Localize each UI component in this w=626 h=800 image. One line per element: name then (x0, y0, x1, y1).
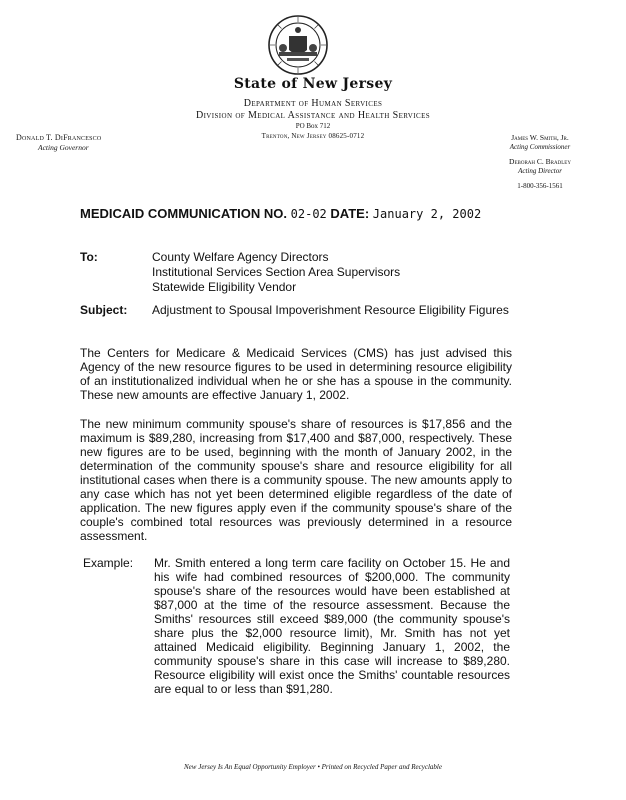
recipient-line: County Welfare Agency Directors (152, 250, 329, 264)
communication-number: 02-02 (290, 207, 327, 221)
governor-name: Donald T. DiFrancesco (16, 133, 102, 142)
department-name: Department of Human Services (243, 98, 383, 109)
to-recipients (152, 250, 400, 295)
example-text: Mr. Smith entered a long term care facility on October 15. He and his wife had combined resources of $200,000. The community spouse's share of the resources would have been established at $87,000 at the time of the resource assessment. Because the Smiths' resources still exceed $89,000 (the community spouse's share plus the $2,000 resource limit), Mr. Smith has not yet attained Medicaid eligibility. Beginning January 1, 2002, the community spouse's share in this case will increase to $89,280. Resource eligibility will exist once the Smiths' countable resources are equal to or less than $91,280. (154, 556, 510, 696)
recipient-line: Institutional Services Section Area Supervisors (152, 265, 401, 279)
footer-text: New Jersey Is An Equal Opportunity Employer • Printed on Recycled Paper and Recyclable (184, 763, 442, 771)
date-label: DATE: (330, 206, 370, 221)
division-name: Division of Medical Assistance and Health Services (195, 110, 431, 121)
date-value: January 2, 2002 (372, 207, 482, 221)
recipient-line: Statewide Eligibility Vendor (152, 280, 297, 294)
phone-number: 1-800-356-1561 (517, 182, 563, 190)
subject-text: Adjustment to Spousal Impoverishment Resource Eligibility Figures (152, 303, 509, 317)
governor-title: Acting Governor (38, 143, 89, 152)
subject-label: Subject: (80, 303, 128, 317)
po-box: PO Box 712 (295, 122, 331, 130)
commissioner-title: Acting Commissioner (509, 143, 571, 151)
communication-line (80, 206, 481, 221)
state-seal (267, 14, 329, 76)
example-label: Example: (83, 556, 134, 570)
communication-label: MEDICAID COMMUNICATION NO. (80, 206, 288, 221)
director-title: Acting Director (518, 167, 562, 175)
body-paragraph-2: The new minimum community spouse's share of resources is $17,856 and the maximum is $89,280, increasing from $17,400 and $87,000, respectively. These new figures are to be used, beginning with the month of January 2002, in the determination of the community spouse's share and resource eligibility for all institutional cases when there is a community spouse. The new amounts apply to any case which has not yet been determined eligible regardless of the date of application. The new figures apply even if the community spouse's share of the couple's combined total resources was previously determined in a resource assessment. (80, 417, 512, 543)
director-name: Deborah C. Bradley (509, 157, 571, 166)
commissioner-name: James W. Smith, Jr. (511, 133, 569, 142)
body-paragraph-1: The Centers for Medicare & Medicaid Services (CMS) has just advised this Agency of the new resource figures to be used in determining resource eligibility of an institutionalized individual when he or she has a spouse in the community. These new amounts are effective January 1, 2002. (80, 346, 512, 402)
state-title: State of New Jersey (233, 76, 393, 92)
to-label: To: (80, 250, 98, 264)
address-city: Trenton, New Jersey 08625-0712 (261, 132, 365, 140)
